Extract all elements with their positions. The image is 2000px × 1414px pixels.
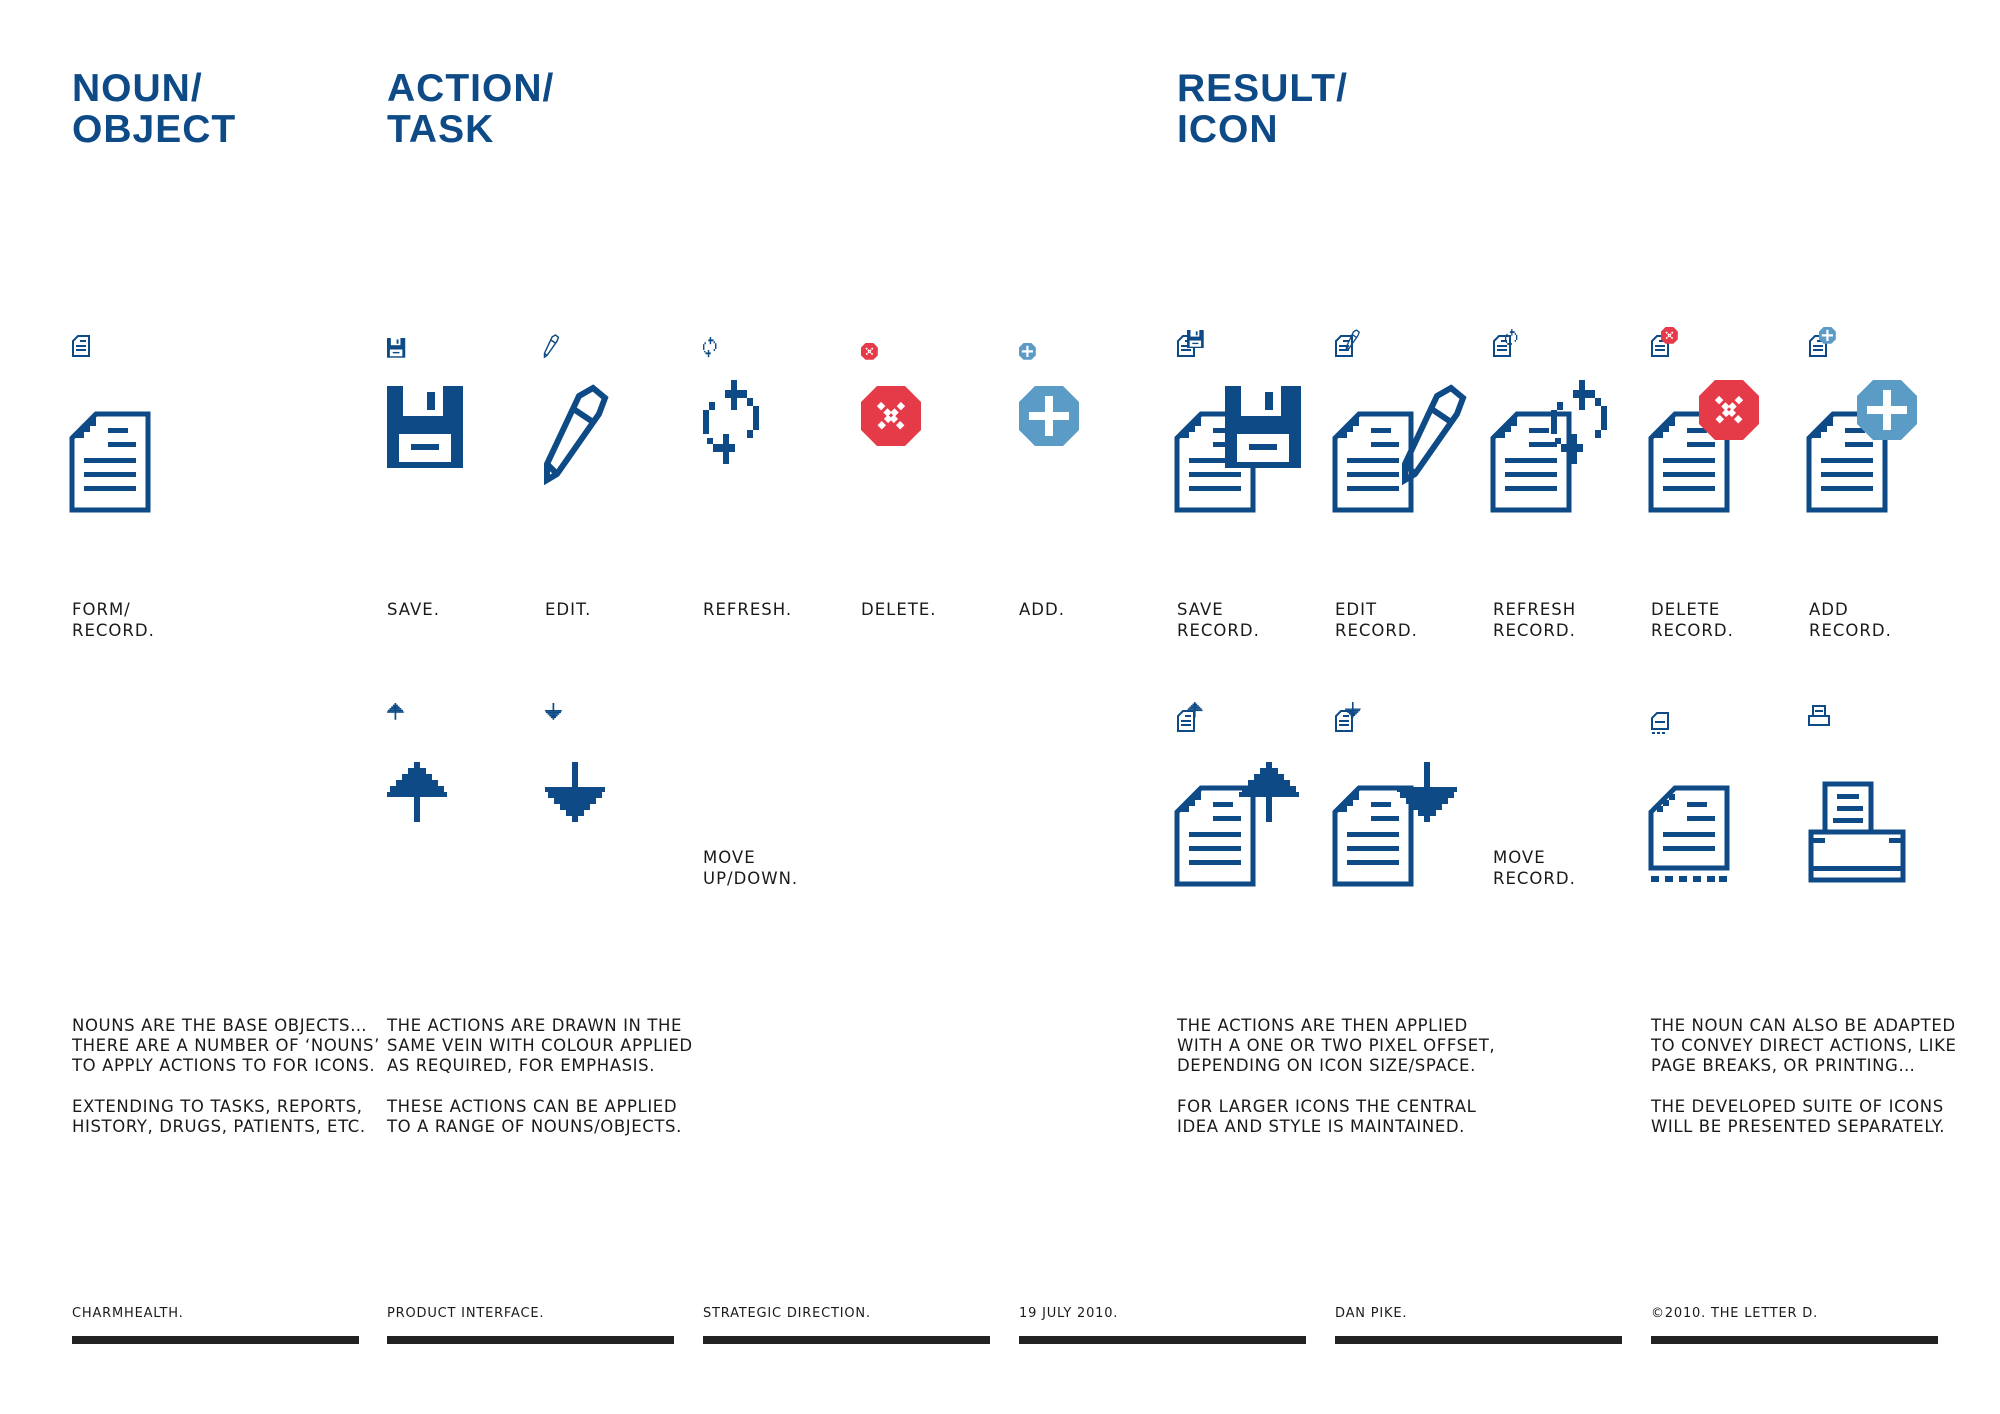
refresh-icon [703,380,759,464]
label-add [1019,599,1065,620]
label-line: RECORD. [1493,869,1576,888]
paragraph-line: TO A RANGE OF NOUNS/OBJECTS. [387,1117,682,1136]
label-line: REFRESH. [703,600,793,619]
delete-record-icon-small [1652,327,1678,356]
label-save-record [1177,599,1260,641]
label-save [387,599,440,620]
footer-text: STRATEGIC DIRECTION. [703,1306,871,1321]
arrow-down-icon [545,762,605,822]
footer-bar [1335,1336,1622,1344]
paragraph-line: SAME VEIN WITH COLOUR APPLIED [387,1036,693,1055]
label-move-up-down [703,847,798,889]
paragraph-block [1177,1097,1477,1137]
printer-icon [1811,784,1903,880]
add-icon [1019,386,1079,446]
heading-line: NOUN/ [72,67,203,110]
footer-stage [703,1306,990,1344]
refresh-record-icon [1493,380,1607,510]
pencil-icon [547,388,605,480]
label-move-record [1493,847,1576,889]
footer-client [72,1306,359,1344]
arrow-down-icon-small [545,703,562,720]
footer-text: DAN PIKE. [1335,1306,1408,1321]
footer-copyright [1651,1306,1938,1344]
paragraph-line: HISTORY, DRUGS, PATIENTS, ETC. [72,1117,366,1136]
footer-bar [1651,1336,1938,1344]
footer-project [387,1306,674,1344]
delete-icon-small [861,343,878,360]
paragraph-line: PAGE BREAKS, OR PRINTING… [1651,1056,1916,1075]
arrow-up-icon [387,762,447,822]
paragraph-nouns [72,1016,380,1158]
label-refresh-record [1493,599,1576,641]
paragraph-block [72,1097,372,1137]
heading-line: ICON [1177,108,1279,151]
paragraph-line: TO APPLY ACTIONS TO FOR ICONS. [72,1056,376,1075]
label-line: ADD. [1019,600,1065,619]
document-icon-small [73,336,89,356]
paragraph-results [1177,1016,1496,1158]
footer-text: PRODUCT INTERFACE. [387,1306,545,1321]
heading-line: TASK [387,108,495,151]
paragraph-block [1651,1016,1957,1076]
label-line: RECORD. [1809,621,1892,640]
label-line: RECORD. [1177,621,1260,640]
label-line: UP/DOWN. [703,869,799,888]
paragraph-line: THE ACTIONS ARE DRAWN IN THE [387,1016,683,1035]
paragraph-line: THE DEVELOPED SUITE OF ICONS [1651,1097,1944,1116]
label-form-record [72,599,155,641]
paragraph-line: DEPENDING ON ICON SIZE/SPACE. [1177,1056,1476,1075]
paragraph-block [1177,1016,1496,1076]
label-line: EDIT [1335,600,1378,619]
label-delete [861,599,937,620]
footer-text: CHARMHEALTH. [72,1306,184,1321]
label-line: REFRESH [1493,600,1577,619]
save-record-icon [1177,386,1301,510]
label-line: MOVE [1493,848,1546,867]
move-up-record-icon-small [1178,702,1203,731]
label-line: RECORD. [1651,621,1734,640]
document-icon [72,414,148,510]
label-line: MOVE [703,848,756,867]
paragraph-block [387,1097,687,1137]
footer-author [1335,1306,1622,1344]
label-line: SAVE [1177,600,1224,619]
move-down-record-icon-small [1336,702,1361,731]
arrow-up-icon-small [387,703,404,720]
label-add-record [1809,599,1892,641]
edit-record-icon-small [1336,330,1359,356]
footer-bar [1019,1336,1306,1344]
pencil-icon-small [544,335,558,357]
label-line: EDIT. [545,600,592,619]
move-up-record-icon [1177,762,1299,884]
label-line: SAVE. [387,600,440,619]
delete-icon [861,386,921,446]
heading-line: OBJECT [72,108,237,151]
paragraph-line: EXTENDING TO TASKS, REPORTS, [72,1097,363,1116]
label-delete-record [1651,599,1734,641]
paragraph-line: THESE ACTIONS CAN BE APPLIED [387,1097,678,1116]
paragraph-line: THE ACTIONS ARE THEN APPLIED [1177,1016,1468,1035]
paragraph-actions [387,1016,693,1158]
paragraph-block [72,1016,380,1076]
paragraph-line: TO CONVEY DIRECT ACTIONS, LIKE [1651,1036,1957,1055]
floppy-disk-icon [387,386,463,468]
paragraph-line: THE NOUN CAN ALSO BE ADAPTED [1651,1016,1956,1035]
add-record-icon [1809,380,1917,510]
footer-date [1019,1306,1306,1344]
label-refresh [703,599,792,620]
paragraph-line: THERE ARE A NUMBER OF ‘NOUNS’ [72,1036,380,1055]
footer-text: 19 JULY 2010. [1019,1306,1119,1321]
paragraph-line: IDEA AND STYLE IS MAINTAINED. [1177,1117,1465,1136]
paragraph-line: WILL BE PRESENTED SEPARATELY. [1651,1117,1946,1136]
delete-record-icon [1651,380,1759,510]
add-icon-small [1019,343,1036,360]
heading-line: ACTION/ [387,67,555,110]
footer-bar [72,1336,359,1344]
label-line: DELETE. [861,600,937,619]
edit-record-icon [1335,388,1463,510]
save-record-icon-small [1178,330,1204,356]
paragraph-adapted [1651,1016,1957,1158]
label-line: FORM/ [72,600,131,619]
floppy-disk-icon-small [387,338,405,358]
add-record-icon-small [1810,327,1836,356]
refresh-record-icon-small [1494,329,1517,356]
heading-line: RESULT/ [1177,67,1348,110]
page-break-icon-small [1652,713,1668,734]
paragraph-block [387,1016,693,1076]
label-edit-record [1335,599,1418,641]
label-line: ADD [1809,600,1849,619]
printer-icon-small [1809,706,1829,725]
paragraph-line: AS REQUIRED, FOR EMPHASIS. [387,1056,656,1075]
label-line: RECORD. [1493,621,1576,640]
paragraph-line: WITH A ONE OR TWO PIXEL OFFSET, [1177,1036,1496,1055]
footer-bar [703,1336,990,1344]
paragraph-block [1651,1097,1951,1137]
paragraph-line: NOUNS ARE THE BASE OBJECTS… [72,1016,368,1035]
paragraph-line: FOR LARGER ICONS THE CENTRAL [1177,1097,1477,1116]
footer-bar [387,1336,674,1344]
move-down-record-icon [1335,762,1457,884]
label-edit [545,599,591,620]
refresh-icon-small [703,337,716,357]
label-line: RECORD. [72,621,155,640]
footer-text: ©2010. THE LETTER D. [1651,1306,1819,1321]
label-line: RECORD. [1335,621,1418,640]
label-line: DELETE [1651,600,1721,619]
page-break-icon [1651,788,1727,882]
